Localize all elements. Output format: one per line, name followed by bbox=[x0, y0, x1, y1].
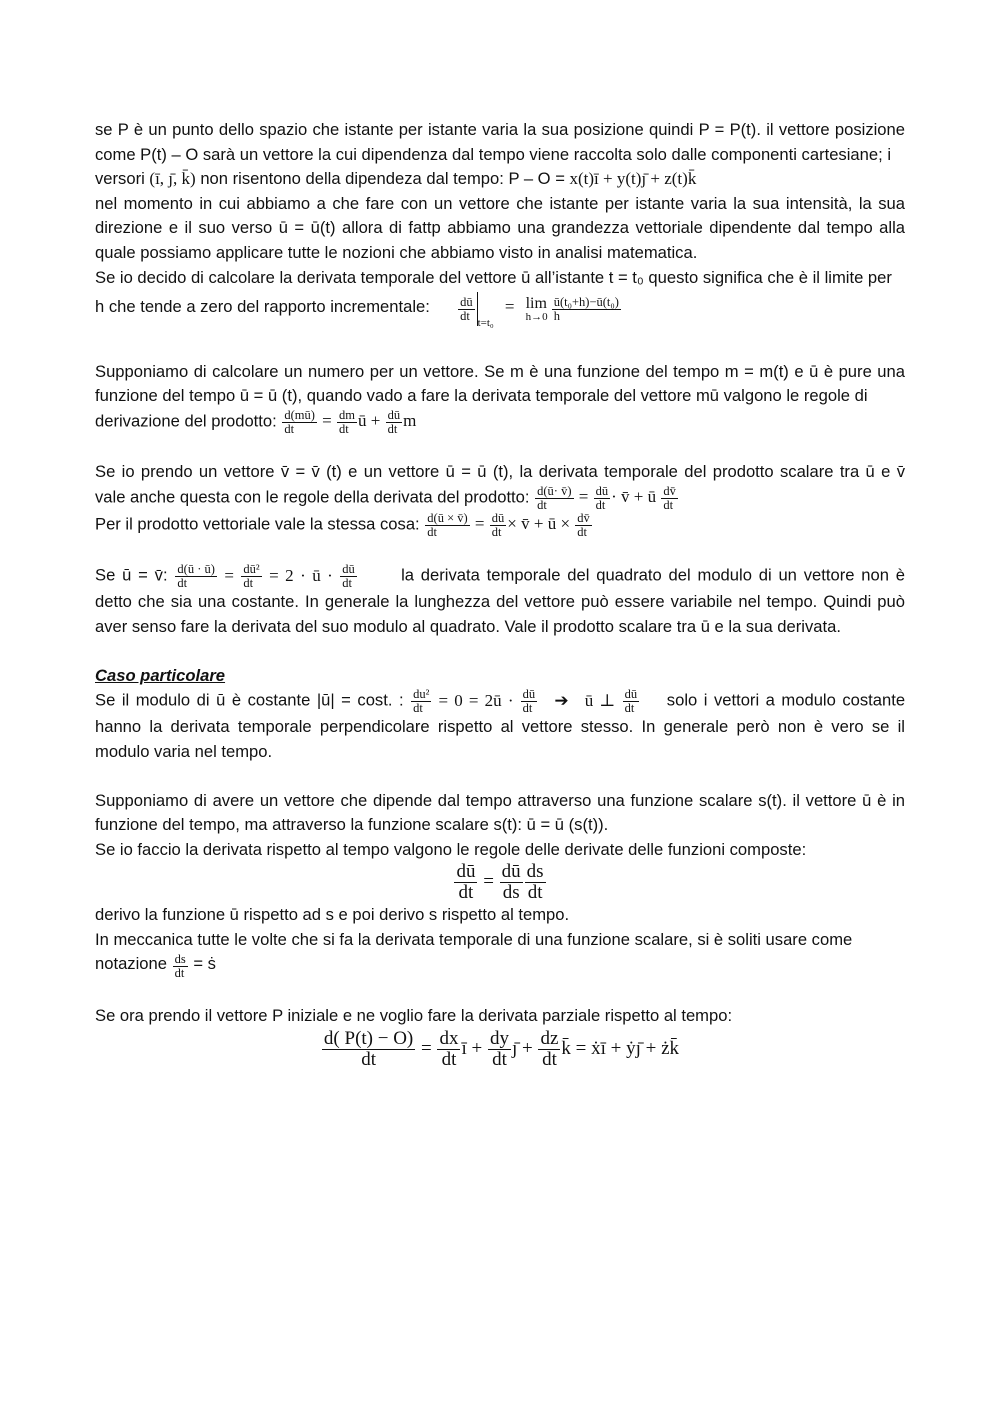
denominator: dt bbox=[339, 421, 349, 436]
fraction bbox=[454, 862, 477, 903]
document-body bbox=[95, 118, 905, 1070]
text-line: In meccanica tutte le volte che si fa la derivata temporale di una funzione scalare, si è soliti usare come bbox=[95, 929, 853, 949]
paragraph-chain-rule bbox=[95, 838, 905, 863]
fraction bbox=[241, 563, 261, 590]
text-line: nel momento in cui abbiamo a che fare con un vettore che istante per istante varia la sua intensità, la sua direzione e il suo verso ū = ū(t) allora di fattp abbiamo una grandezza vettoriale dipendente dal tempo alla quale possiamo applicare tutte le nozioni che abbiamo visto in analisi matematica. bbox=[95, 193, 905, 262]
fraction bbox=[458, 296, 475, 323]
math-term: m bbox=[403, 411, 417, 431]
math-term: k̄ = ẋī + ẏȷ̄ + żk̄ bbox=[561, 1037, 680, 1059]
math-chain-rule: $\frac{dū}{dt}$ = $\frac{dū}{ds}$ $\frac{ds}{dt}$ bbox=[456, 861, 544, 904]
math-scalar-product-rule: $\frac{d(ū\cdot v̄)}{dt}$ = $\frac{dū}{dt}$ · v̄ + ū $\frac{dv̄}{dt}$ bbox=[537, 483, 676, 512]
text-line: hanno la derivata temporale perpendicolare rispetto al vettore stesso. In generale però non è vero se il modulo varia nel tempo. bbox=[95, 717, 905, 762]
numerator: dū bbox=[491, 510, 505, 525]
math-term: · v̄ + ū bbox=[611, 487, 657, 507]
paragraph-dot-notation bbox=[95, 952, 905, 980]
denominator: h bbox=[553, 308, 560, 323]
limit bbox=[526, 296, 548, 323]
paragraph-product-rule bbox=[95, 409, 905, 436]
text-line: Per il prodotto vettoriale vale la stessa cosa: bbox=[95, 514, 420, 534]
fraction bbox=[538, 1029, 560, 1070]
math-term: ȷ̄ + bbox=[511, 1037, 533, 1059]
text-line: versori bbox=[95, 169, 145, 189]
numerator: ds bbox=[174, 951, 186, 966]
evaluation-point: t=t₀ bbox=[477, 317, 494, 330]
math-dot-notation bbox=[172, 951, 189, 981]
denominator: dt bbox=[542, 1048, 557, 1070]
text-line: notazione bbox=[95, 954, 167, 974]
paragraph-derive-explain bbox=[95, 903, 905, 928]
denominator: dt bbox=[427, 525, 438, 540]
text-line: se P è un punto dello spazio che istante per istante varia la sua posizione quindi P = P(t). il vettore posizione come P(t) – O sarà un vettore la cui dipendenza dal tempo viene raccolta solo dalle componenti cartesiane; i bbox=[95, 120, 905, 164]
math-term: × v̄ + ū × bbox=[507, 514, 571, 534]
arrow-icon: ➔ bbox=[554, 690, 569, 710]
text-line: la derivata temporale del quadrato del modulo di un vettore non è bbox=[401, 565, 905, 585]
numerator: dū² bbox=[243, 562, 260, 577]
numerator: dū bbox=[456, 861, 476, 883]
denominator: dt bbox=[577, 525, 588, 540]
paragraph-number-times-vector bbox=[95, 360, 905, 409]
paragraph-scalar-product-rule bbox=[95, 485, 905, 512]
fraction bbox=[661, 485, 678, 512]
numerator: dm bbox=[339, 407, 355, 422]
denominator: ds bbox=[502, 882, 520, 904]
fraction bbox=[337, 409, 357, 436]
section-heading: Caso particolare bbox=[95, 665, 226, 685]
denominator: dt bbox=[663, 497, 674, 512]
paragraph-scalar-function bbox=[95, 789, 905, 838]
math-vector-product-rule: $\frac{d(ū \times v̄)}{dt}$ = $\frac{dū}{dt}$ × v̄ + ū × $\frac{dv̄}{dt}$ bbox=[427, 510, 590, 540]
math-term: ū + bbox=[358, 411, 381, 431]
paragraph-constant-modulus bbox=[95, 688, 905, 715]
math-derivative-limit bbox=[457, 294, 622, 330]
paragraph-derivative-def bbox=[95, 266, 905, 291]
fraction bbox=[535, 485, 573, 512]
denominator: dt bbox=[413, 701, 423, 716]
text-line: non risentono della dipendeza dal tempo: P – O = bbox=[200, 169, 565, 189]
fraction bbox=[322, 1029, 415, 1070]
denominator: dt bbox=[624, 701, 635, 716]
text-line: h che tende a zero del rapporto incrementale: bbox=[95, 297, 430, 317]
numerator: ū(t₀+h)−ū(t₀) bbox=[553, 294, 619, 309]
numerator: dū bbox=[342, 562, 355, 577]
numerator: dx bbox=[439, 1027, 459, 1049]
denominator: dt bbox=[595, 497, 606, 512]
math-square-modulus: $\frac{d(ū \cdot ū)}{dt}$ = $\frac{\text{dū²}}{dt}$ = 2 · ū · $\frac{dū}{dt}$ bbox=[177, 562, 355, 591]
paragraph-vector-product-rule bbox=[95, 512, 905, 539]
fraction bbox=[521, 688, 538, 715]
paragraph-position-vector bbox=[95, 118, 905, 167]
denominator: dt bbox=[387, 421, 398, 436]
text-line: Se io prendo un vettore v̄ = v̄ (t) e un vettore ū = ū (t), la derivata temporale del prodotto scalare tra ū e v̄ bbox=[95, 462, 905, 482]
fraction bbox=[488, 1029, 511, 1070]
denominator: dt bbox=[174, 966, 185, 981]
numerator: d(ū × v̄) bbox=[427, 510, 468, 525]
denominator: dt bbox=[177, 576, 188, 591]
denominator: dt bbox=[527, 882, 543, 904]
fraction bbox=[386, 409, 403, 436]
math-term: = ṡ bbox=[193, 954, 216, 974]
equation-chain-rule bbox=[95, 862, 905, 903]
equation-position-derivative bbox=[95, 1029, 905, 1070]
paragraph-limit bbox=[95, 292, 905, 335]
numerator: dū bbox=[595, 483, 609, 498]
paragraph-versors bbox=[95, 167, 905, 192]
math-term: ū ⊥ bbox=[584, 690, 616, 710]
fraction bbox=[411, 688, 431, 715]
text-line: vale anche questa con le regole della derivata del prodotto: bbox=[95, 487, 530, 507]
numerator: d(ū· v̄) bbox=[537, 483, 572, 498]
paragraph-scalar-product bbox=[95, 460, 905, 485]
fraction bbox=[175, 563, 217, 590]
numerator: dv̄ bbox=[663, 483, 676, 498]
fraction bbox=[340, 563, 357, 590]
numerator: ds bbox=[526, 861, 544, 883]
denominator: dt bbox=[342, 576, 353, 591]
paragraph-perpendicular bbox=[95, 715, 905, 764]
denominator: dt bbox=[522, 701, 533, 716]
denominator: dt bbox=[441, 1048, 457, 1070]
text-line: derivazione del prodotto: bbox=[95, 411, 277, 431]
text-line: Se io decido di calcolare la derivata temporale del vettore ū all’istante t = t₀ questo significa che è il limite per bbox=[95, 267, 892, 287]
denominator: dt bbox=[537, 497, 547, 512]
numerator: d(mū) bbox=[284, 407, 315, 422]
fraction bbox=[575, 512, 592, 539]
numerator: dū bbox=[501, 861, 521, 883]
paragraph-square-modulus bbox=[95, 563, 905, 590]
denominator: dt bbox=[361, 1048, 376, 1070]
paragraph-modulus-variable bbox=[95, 590, 905, 639]
paragraph-partial-derivative bbox=[95, 1004, 905, 1029]
text-line: solo i vettori a modulo costante bbox=[666, 690, 906, 710]
fraction bbox=[490, 512, 507, 539]
denominator: dt bbox=[284, 421, 295, 436]
denominator: dt bbox=[243, 576, 254, 591]
fraction bbox=[173, 953, 188, 980]
numerator: dū bbox=[387, 407, 401, 422]
text-line: derivo la funzione ū rispetto ad s e poi derivo s rispetto al tempo. bbox=[95, 905, 570, 925]
paragraph-vector-time bbox=[95, 192, 905, 266]
text-line: Se ora prendo il vettore P iniziale e ne voglio fare la derivata parziale rispetto al tempo: bbox=[95, 1006, 733, 1026]
math-position-components: x(t)ī + y(t)ȷ̄ + z(t)k̄ bbox=[569, 169, 697, 189]
numerator: d( P(t) − O) bbox=[323, 1027, 414, 1049]
math-position-derivative: $\frac{d( P(t) - O)}{dt}$ = $\frac{dx}{dt}$ ī + $\frac{dy}{dt}$ ȷ̄ + $\frac{dz}{dt}$ k̄ = ẋī + ẏȷ̄ + żk̄ bbox=[323, 1027, 680, 1070]
numerator: du² bbox=[413, 687, 430, 702]
fraction bbox=[282, 409, 317, 436]
numerator: dū bbox=[522, 687, 536, 702]
numerator: dy bbox=[489, 1027, 509, 1049]
fraction bbox=[623, 688, 640, 715]
text-line: Se ū = v̄: bbox=[95, 565, 168, 585]
numerator: dū bbox=[624, 687, 638, 702]
math-product-rule: $\frac{d(mū)}{dt}$ = $\frac{dm}{dt}$ ū + $\frac{dū}{dt}$ m bbox=[284, 407, 417, 436]
fraction bbox=[594, 485, 611, 512]
math-term: 2 · ū · bbox=[285, 565, 333, 585]
math-versors: (ī, ȷ̄, k̄) bbox=[149, 169, 196, 189]
numerator: d(ū · ū) bbox=[177, 562, 215, 577]
numerator: dū bbox=[460, 294, 473, 309]
text-line: Supponiamo di avere un vettore che dipende dal tempo attraverso una funzione scalare s(t). il vettore ū è in funzione del tempo, ma attraverso la funzione scalare s(t): ū = ū (s(t)). bbox=[95, 790, 905, 835]
text-line: detto che sia una costante. In generale la lunghezza del vettore può essere variabile nel tempo. Quindi può aver senso fare la derivata del suo modulo al quadrato. Vale il prodotto scalare tra ū e la sua derivata. bbox=[95, 592, 905, 636]
denominator: dt bbox=[492, 1048, 507, 1070]
fraction bbox=[525, 862, 546, 903]
math-term: ī + bbox=[461, 1037, 483, 1059]
text-line: Se io faccio la derivata rispetto al tempo valgono le regole delle derivate delle funzioni composte: bbox=[95, 839, 807, 859]
math-constant-modulus bbox=[410, 687, 646, 716]
equals-sign: = bbox=[504, 297, 515, 317]
math-term: = 0 = 2ū · bbox=[438, 690, 514, 710]
limit-word: lim bbox=[525, 294, 547, 312]
paragraph-mechanics-notation bbox=[95, 928, 905, 953]
denominator: dt bbox=[458, 882, 474, 904]
denominator: dt bbox=[460, 308, 470, 323]
numerator: dv̄ bbox=[577, 510, 590, 525]
text-line: Supponiamo di calcolare un numero per un vettore. Se m è una funzione del tempo m = m(t) e ū è pure una funzione del tempo ū = ū (t), quando vado a fare la derivata temporale del vettore mū valgono le regole di bbox=[95, 361, 905, 406]
fraction bbox=[425, 512, 469, 539]
limit-subscript: h→0 bbox=[525, 310, 548, 323]
text-line: Se il modulo di ū è costante |ū| = cost. : bbox=[95, 690, 404, 710]
fraction bbox=[500, 862, 523, 903]
numerator: dz bbox=[540, 1027, 559, 1049]
fraction bbox=[437, 1029, 460, 1070]
fraction bbox=[552, 296, 621, 323]
denominator: dt bbox=[491, 525, 502, 540]
